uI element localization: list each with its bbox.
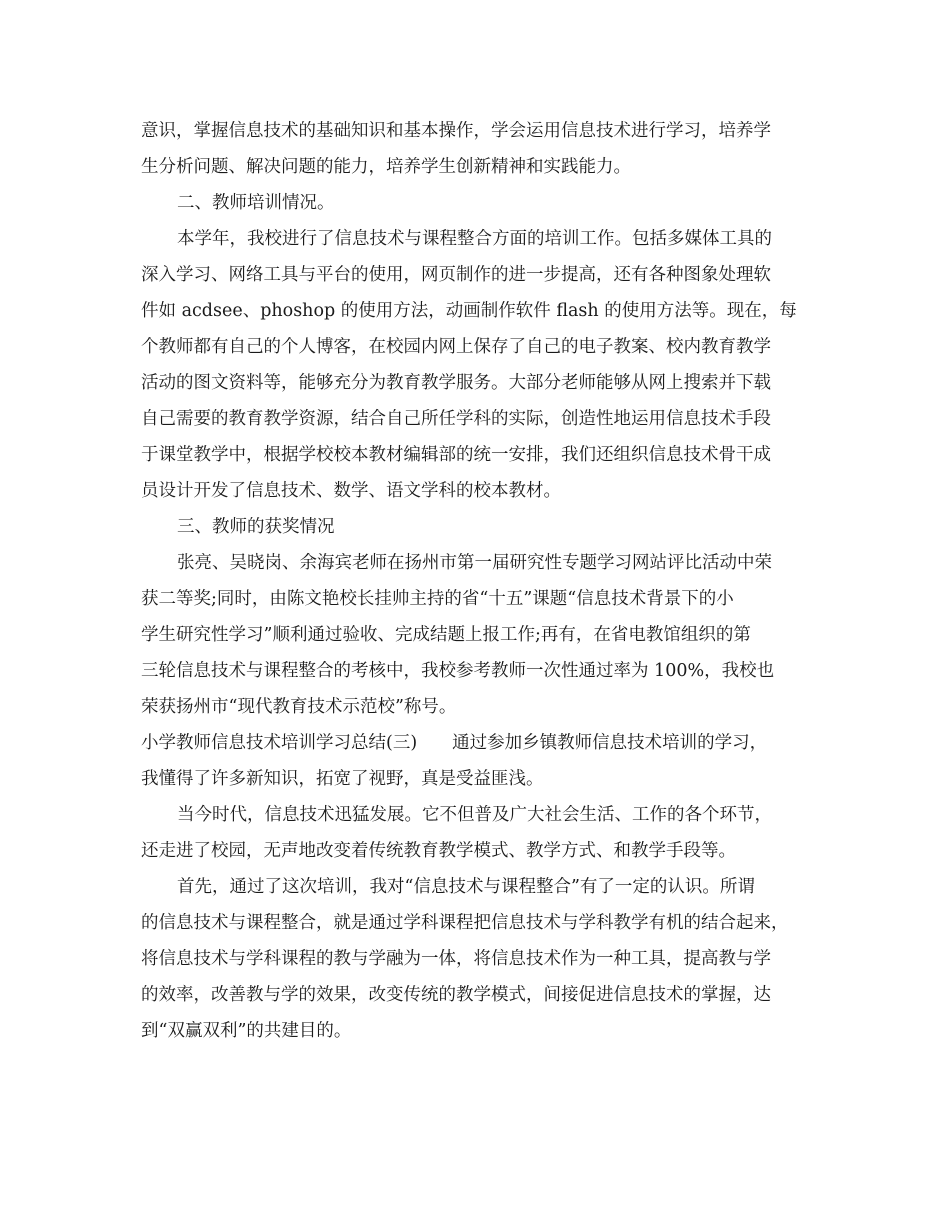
text-line: 本学年，我校进行了信息技术与课程整合方面的培训工作。包括多媒体工具的 xyxy=(177,229,772,249)
text-line: 于课堂教学中，根据学校校本教材编辑部的统一安排，我们还组织信息技术骨干成 xyxy=(141,445,771,465)
text-line: 获二等奖;同时，由陈文艳校长挂帅主持的省“十五”课题“信息技术背景下的小 xyxy=(141,589,734,609)
text-line: 当今时代，信息技术迅猛发展。它不但普及广大社会生活、工作的各个环节， xyxy=(177,805,772,825)
text-line: 个教师都有自己的个人博客，在校园内网上保存了自己的电子教案、校内教育教学 xyxy=(141,337,771,357)
text-line: 张亮、吴晓岗、余海宾老师在扬州市第一届研究性专题学习网站评比活动中荣 xyxy=(177,553,772,573)
text-line: 件如 acdsee、phoshop 的使用方法，动画制作软件 flash 的使用方法等。现在，每 xyxy=(141,301,797,321)
text-line: 员设计开发了信息技术、数学、语文学科的校本教材。 xyxy=(141,481,561,501)
text-line: 小学教师信息技术培训学习总结(三) 通过参加乡镇教师信息技术培训的学习， xyxy=(141,733,768,753)
text-line: 我懂得了许多新知识，拓宽了视野，真是受益匪浅。 xyxy=(141,769,544,789)
text-line: 荣获扬州市“现代教育技术示范校”称号。 xyxy=(141,697,457,717)
text-line: 到“双赢双利”的共建目的。 xyxy=(141,1021,352,1041)
text-line: 学生研究性学习”顺利通过验收、完成结题上报工作;再有，在省电教馆组织的第 xyxy=(141,625,751,645)
text-line: 生分析问题、解决问题的能力，培养学生创新精神和实践能力。 xyxy=(141,157,631,177)
text-line: 意识，掌握信息技术的基础知识和基本操作，学会运用信息技术进行学习，培养学 xyxy=(141,121,771,141)
text-line: 活动的图文资料等，能够充分为教育教学服务。大部分老师能够从网上搜索并下载 xyxy=(141,373,771,393)
text-line: 三轮信息技术与课程整合的考核中，我校参考教师一次性通过率为 100%，我校也 xyxy=(141,661,775,681)
text-line: 深入学习、网络工具与平台的使用，网页制作的进一步提高，还有各种图象处理软 xyxy=(141,265,771,285)
text-line: 将信息技术与学科课程的教与学融为一体，将信息技术作为一种工具，提高教与学 xyxy=(141,949,771,969)
text-line: 首先，通过了这次培训，我对“信息技术与课程整合”有了一定的认识。所谓 xyxy=(177,877,755,897)
text-line: 还走进了校园，无声地改变着传统教育教学模式、教学方式、和教学手段等。 xyxy=(141,841,736,861)
text-line: 的效率，改善教与学的效果，改变传统的教学模式，间接促进信息技术的掌握，达 xyxy=(141,985,771,1005)
text-line: 的信息技术与课程整合，就是通过学科课程把信息技术与学科教学有机的结合起来， xyxy=(141,913,789,933)
section-heading: 二、教师培训情况。 xyxy=(177,193,335,213)
text-line: 自己需要的教育教学资源，结合自己所任学科的实际，创造性地运用信息技术手段 xyxy=(141,409,771,429)
section-heading: 三、教师的获奖情况 xyxy=(177,517,335,537)
